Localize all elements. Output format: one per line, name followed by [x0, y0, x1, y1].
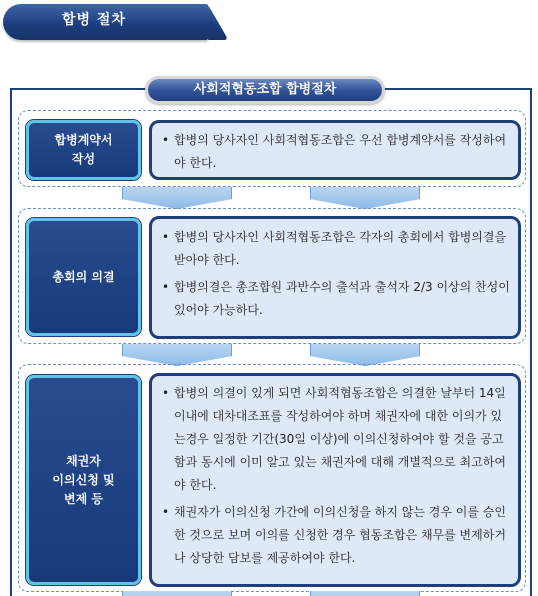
step-content-2: [149, 216, 521, 339]
step-label-text: 채권자 이의신청 및 변제 등: [52, 453, 115, 506]
step-label-text: 합병계약서 작성: [54, 133, 113, 166]
bullet-text: 합병의결은 총조합원 과반수의 출석과 출석자 2/3 이상의 찬성이 있어야 가능하다.: [174, 280, 510, 317]
bullet-dot: •: [162, 280, 170, 294]
bullet-dot: •: [162, 230, 170, 244]
bullet-dot: •: [162, 505, 170, 519]
step-label-1: [26, 120, 141, 180]
bullet-text: 합병의 당사자인 사회적협동조합은 각자의 총회에서 합병의결을 받아야 한다.: [174, 230, 507, 267]
step-content-3: [149, 373, 521, 587]
bullet-item: [162, 501, 510, 570]
down-arrow: [310, 591, 420, 596]
step-section-3: [18, 364, 526, 592]
bullet-item: [162, 129, 510, 175]
diagram-title-pill: [145, 76, 385, 104]
page-title: 합병 절차: [62, 12, 126, 28]
bullet-dot: •: [162, 133, 170, 147]
bullet-text: 채권자가 이의신청 가간에 이의신청을 하지 않는 경우 이를 승인한 것으로 보며 이의를 신청한 경우 협동조합은 채무를 변제하거나 상당한 담보를 제공하여야 한다.: [174, 505, 506, 565]
step-label-text: 총회의 의결: [52, 269, 115, 284]
step-content-1: [149, 120, 521, 180]
bullet-text: 합병의 당사자인 사회적협동조합은 우선 합병계약서를 작성하여야 한다.: [174, 133, 507, 170]
step-section-2: [18, 208, 526, 344]
bullet-item: [162, 382, 510, 497]
step-label-2: [26, 218, 141, 336]
bullet-dot: •: [162, 386, 170, 400]
step-label-3: [26, 375, 141, 585]
down-arrow: [122, 591, 232, 596]
bullet-item: [162, 276, 510, 322]
diagram-title: 사회적협동조합 합병절차: [148, 79, 382, 101]
step-section-1: [18, 110, 526, 187]
bullet-item: [162, 226, 510, 272]
bullet-text: 합병의 의결이 있게 되면 사회적협동조합은 의결한 날부터 14일 이내에 대차대조표를 작성하여야 하며 채권자에 대한 이의가 있는경우 일정한 기간(30일 이상)에 이의신청하여야 할 것을 공고함과 동시에 이미 알고 있는 채권자에 대해 개별적으로 최고하여야 한다.: [174, 386, 506, 492]
